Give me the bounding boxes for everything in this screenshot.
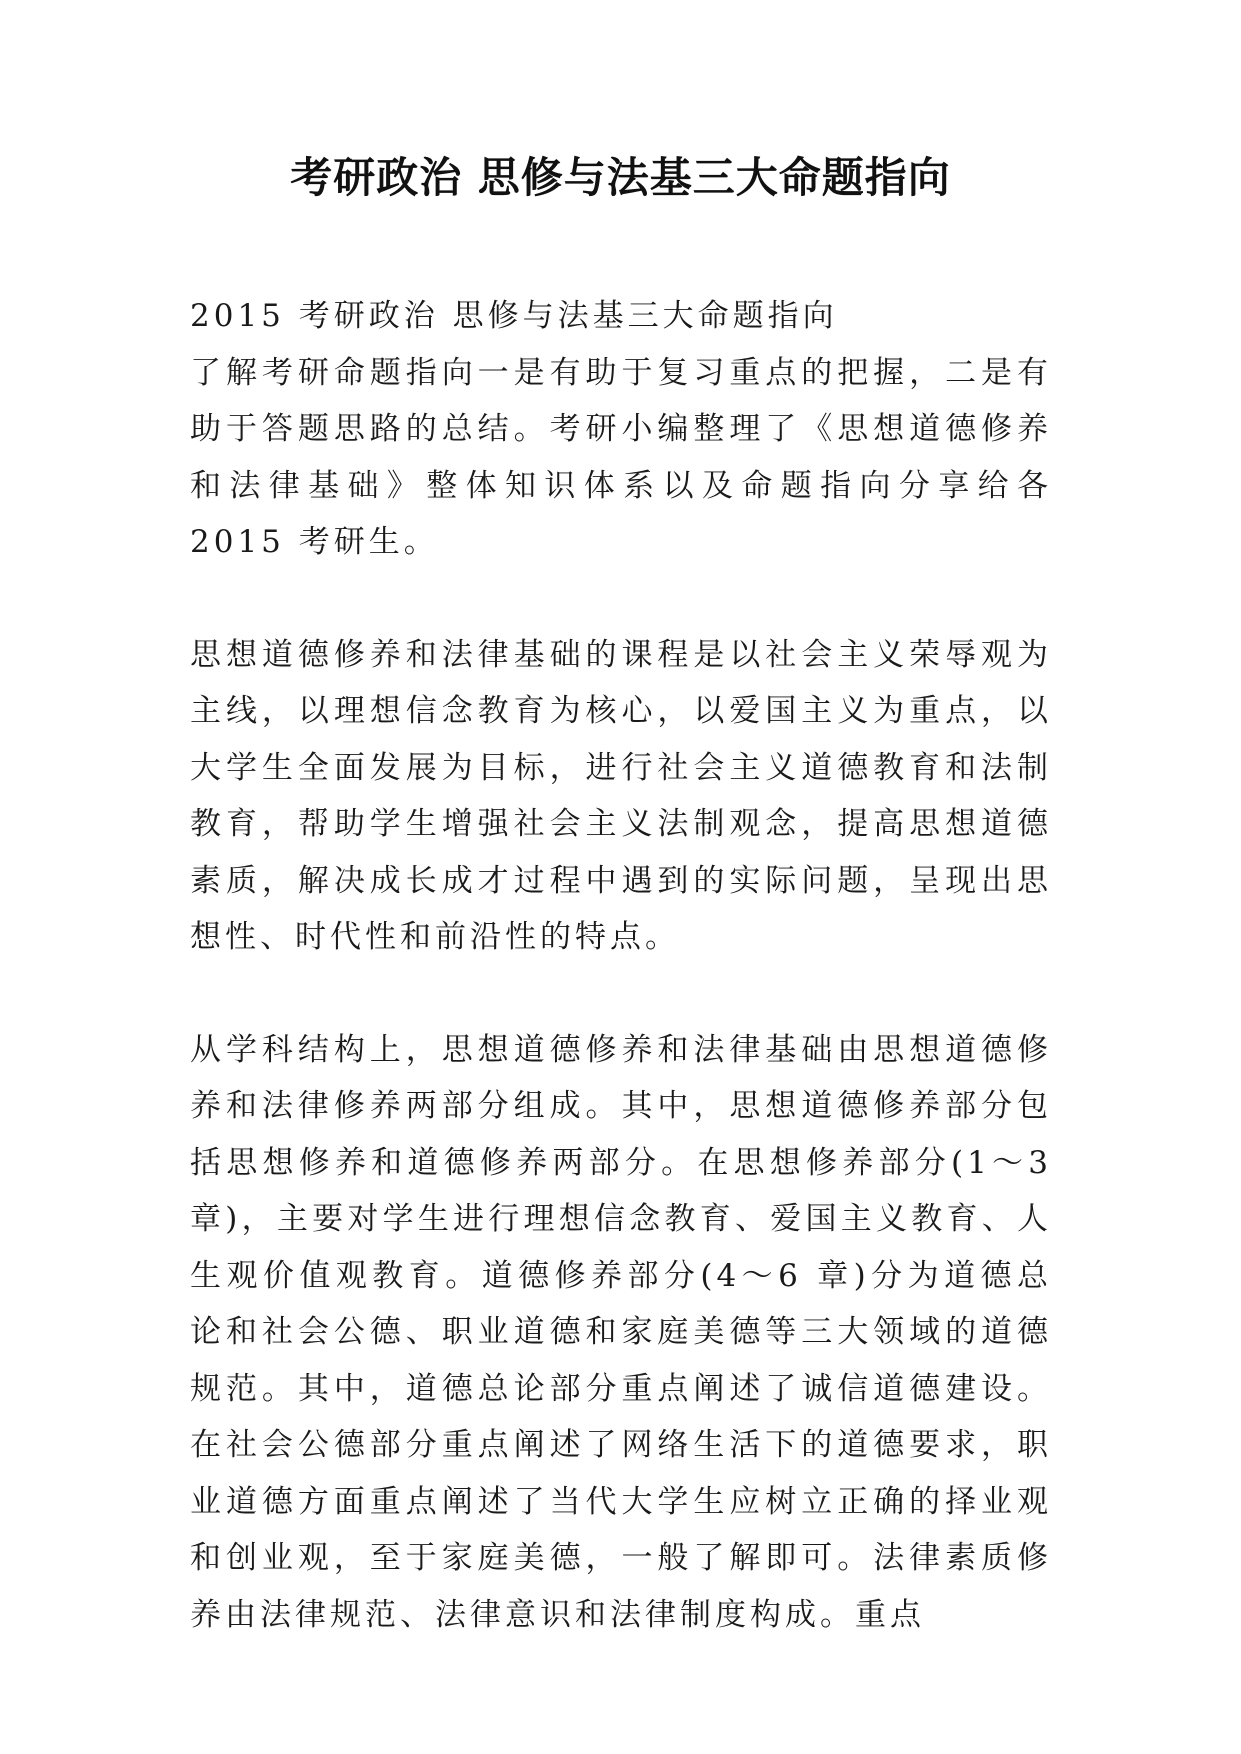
paragraph-intro: 了解考研命题指向一是有助于复习重点的把握，二是有助于答题思路的总结。考研小编整理了《思想道德修养和法律基础》整体知识体系以及命题指向分享给各 2015 考研生。 [190, 354, 1052, 560]
document-body [190, 288, 1052, 1643]
subtitle-line: 2015 考研政治 思修与法基三大命题指向 [190, 298, 838, 334]
document-title: 考研政治 思修与法基三大命题指向 [290, 153, 951, 202]
paragraph-structure: 从学科结构上，思想道德修养和法律基础由思想道德修养和法律修养两部分组成。其中，思想道德修养部分包括思想修养和道德修养两部分。在思想修养部分(1～3 章)，主要对学生进行理想信念教育、爱国主义教育、人生观价值观教育。道德修养部分(4～6 章)分为道德总论和社会公德、职业道德和家庭美德等三大领域的道德规范。其中，道德总论部分重点阐述了诚信道德建设。在社会公德部分重点阐述了网络生活下的道德要求，职业道德方面重点阐述了当代大学生应树立正确的择业观和创业观，至于家庭美德，一般了解即可。法律素质修养由法律规范、法律意识和法律制度构成。重点 [190, 1031, 1052, 1633]
paragraph-spacer [190, 571, 1052, 627]
paragraph-course-overview: 思想道德修养和法律基础的课程是以社会主义荣辱观为主线，以理想信念教育为核心，以爱国主义为重点，以大学生全面发展为目标，进行社会主义道德教育和法制教育，帮助学生增强社会主义法制观念，提高思想道德素质，解决成长成才过程中遇到的实际问题，呈现出思想性、时代性和前沿性的特点。 [190, 636, 1052, 955]
paragraph-spacer [190, 966, 1052, 1022]
